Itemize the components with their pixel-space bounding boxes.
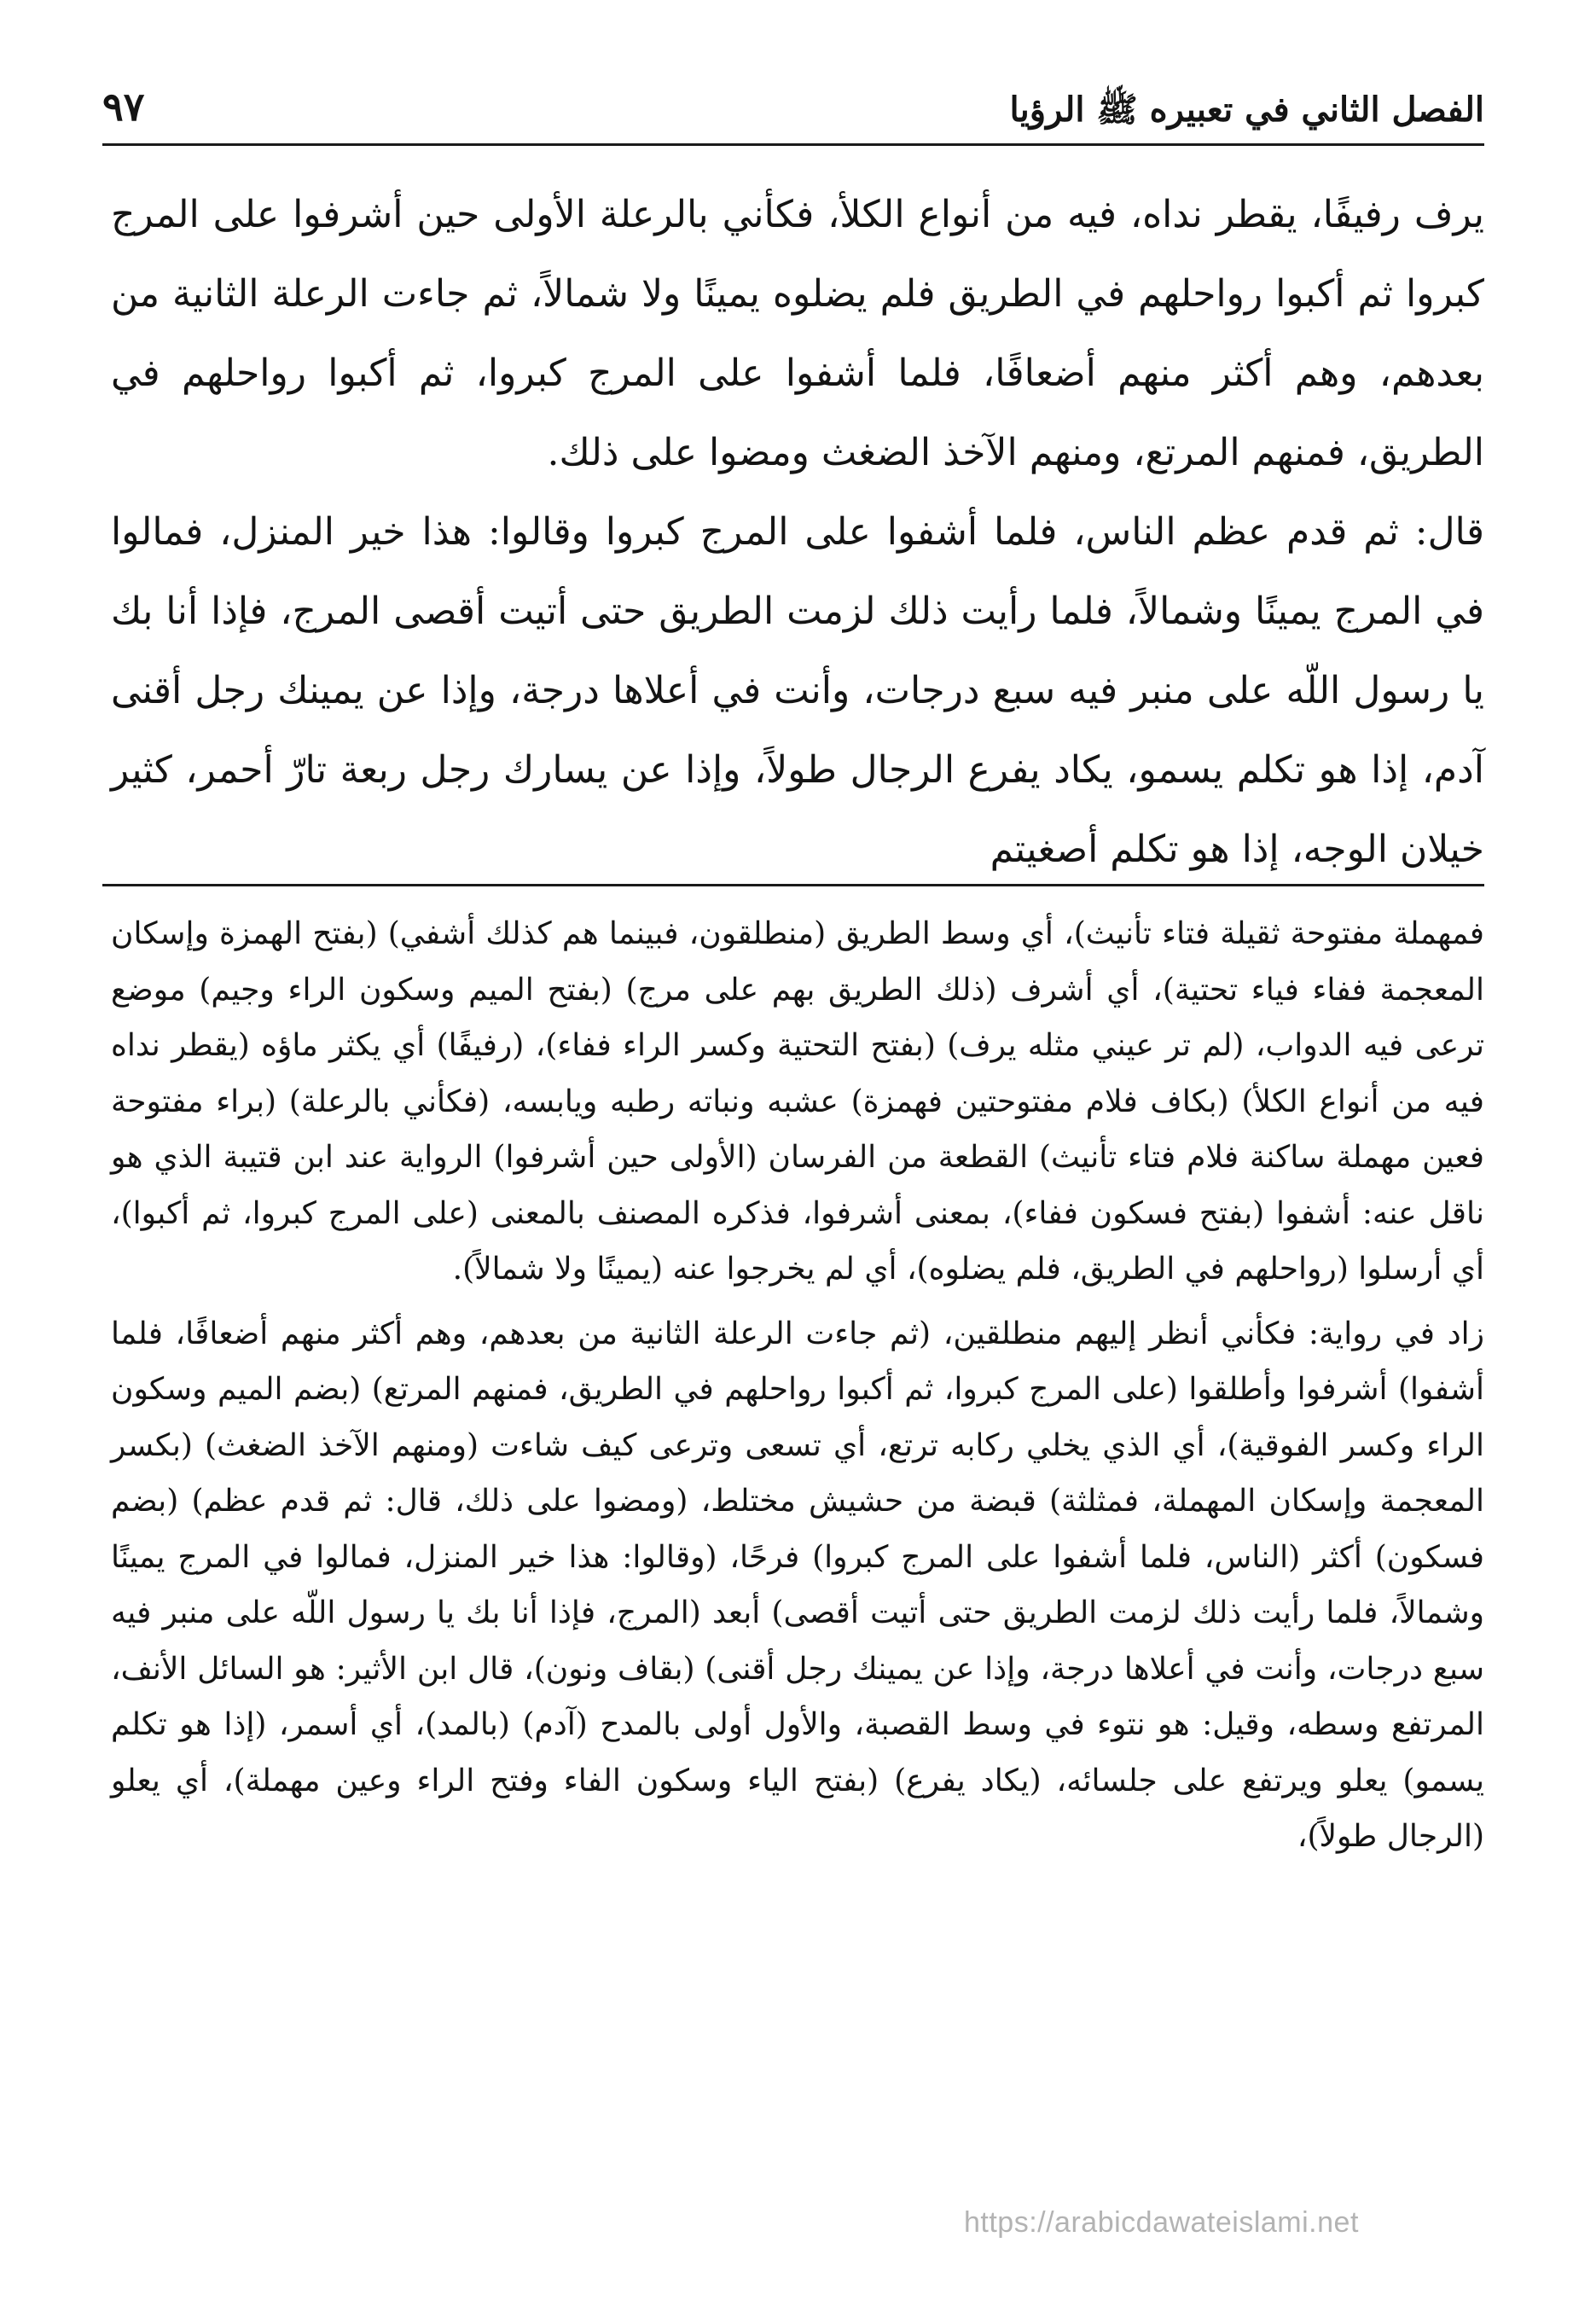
footnotes (111, 906, 1484, 1865)
watermark-url: https://arabicdawateislami.net (964, 2206, 1359, 2239)
footnote-paragraph: زاد في رواية: فكأني أنظر إليهم منطلقين، (ثم جاءت الرعلة الثانية من بعدهم، وهم أكثر منهم أضعافًا، فلما أشفوا) أشرفوا وأطلقوا (على المرج كبروا، ثم أكبوا رواحلهم في الطريق، فمنهم المرتع) (بضم الميم وسكون الراء وكسر الفوقية)، أي الذي يخلي ركابه ترتع، أي تسعى وترعى كيف شاءت (ومنهم الآخذ الضغث) (بكسر المعجمة وإسكان المهملة، فمثلثة) قبضة من حشيش مختلط، (ومضوا على ذلك، قال: ثم قدم عظم) (بضم فسكون) أكثر (الناس، فلما أشفوا على المرج كبروا) فرحًا، (وقالوا: هذا خير المنزل، فمالوا في المرج يمينًا وشمالاً، فلما رأيت ذلك لزمت الطريق حتى أتيت أقصى) أبعد (المرج، فإذا أنا بك يا رسول اللّه على منبر فيه سبع درجات، وأنت في أعلاها درجة، وإذا عن يمينك رجل أقنى) (بقاف ونون)، قال ابن الأثير: هو السائل الأنف، المرتفع وسطه، وقيل: هو نتوء في وسط القصبة، والأول أولى بالمدح (آدم) (بالمد)، أي أسمر، (إذا هو تكلم يسمو) يعلو ويرتفع على جلسائه، (يكاد يفرع) (بفتح الياء وسكون الفاء وفتح الراء وعين مهملة)، أي يعلو (الرجال طولاً)، (111, 1316, 1485, 1854)
running-title: الفصل الثاني في تعبيره ﷺ الرؤيا (1009, 90, 1484, 130)
main-text (111, 175, 1484, 889)
main-paragraph: قال: ثم قدم عظم الناس، فلما أشفوا على المرج كبروا وقالوا: هذا خير المنزل، فمالوا في المرج يمينًا وشمالاً، فلما رأيت ذلك لزمت الطريق حتى أتيت أقصى المرج، فإذا أنا بك يا رسول اللّه على منبر فيه سبع درجات، وأنت في أعلاها درجة، وإذا عن يمينك رجل أقنى آدم، إذا هو تكلم يسمو، يكاد يفرع الرجال طولاً، وإذا عن يسارك رجل ربعة تارّ أحمر، كثير خيلان الوجه، إذا هو تكلم أصغيتم (111, 510, 1484, 871)
page-number: ٩٧ (102, 84, 145, 130)
main-paragraph: يرف رفيفًا، يقطر نداه، فيه من أنواع الكلأ، فكأني بالرعلة الأولى حين أشرفوا على المرج كبروا ثم أكبوا رواحلهم في الطريق فلم يضلوه يمينًا ولا شمالاً، ثم جاءت الرعلة الثانية من بعدهم، وهم أكثر منهم أضعافًا، فلما أشفوا على المرج كبروا، ثم أكبوا رواحلهم في الطريق، فمنهم المرتع، ومنهم الآخذ الضغث ومضوا على ذلك. (111, 193, 1484, 474)
page-header (102, 82, 1484, 142)
footnote-paragraph: فمهملة مفتوحة ثقيلة فتاء تأنيث)، أي وسط الطريق (منطلقون، فبينما هم كذلك أشفي) (بفتح الهمزة وإسكان المعجمة ففاء فياء تحتية)، أي أشرف (ذلك الطريق بهم على مرج) (بفتح الميم وسكون الراء وجيم) موضع ترعى فيه الدواب، (لم تر عيني مثله يرف) (بفتح التحتية وكسر الراء ففاء)، (رفيفًا) أي يكثر ماؤه (يقطر نداه فيه من أنواع الكلأ) (بكاف فلام مفتوحتين فهمزة) عشبه ونباته رطبه ويابسه، (فكأني بالرعلة) (براء مفتوحة فعين مهملة ساكنة فلام فتاء تأنيث) القطعة من الفرسان (الأولى حين أشرفوا) الرواية عند ابن قتيبة الذي هو ناقل عنه: أشفوا (بفتح فسكون ففاء)، بمعنى أشرفوا، فذكره المصنف بالمعنى (على المرج كبروا، ثم أكبوا)، أي أرسلوا (رواحلهم في الطريق، فلم يضلوه)، أي لم يخرجوا عنه (يمينًا ولا شمالاً). (111, 916, 1484, 1287)
footnote-gap (111, 1298, 1484, 1306)
header-rule (102, 143, 1484, 146)
footnote-separator (102, 884, 1484, 886)
